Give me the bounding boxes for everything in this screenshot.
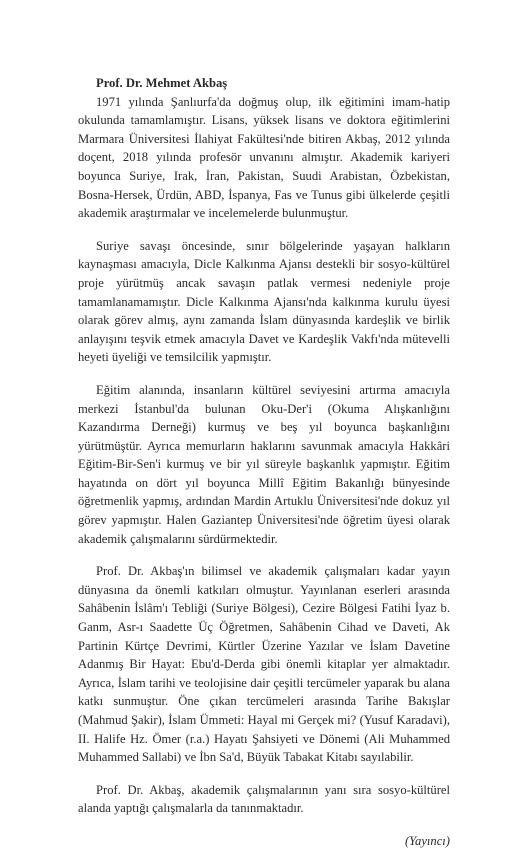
bio-paragraph-3: Eğitim alanında, insanların kültürel seviyesini artırma amacıyla merkezi İstanbul'da bulunan Oku-Der'i (Okuma Alışkanlığını Kazandırma Derneği) kurmuş ve beş yıl boyunca başkanlığını yürütmüştür. Ayrıca memurların haklarını savunmak amacıyla Hakkâri Eğitim-Bir-Sen'i kurmuş ve bir yıl süreyle başkanlık yapmıştır. Eğitim hayatında on dört yıl boyunca Millî Eğitim Bakanlığı bünyesinde öğretmenlik yapmış, ardından Mardin Artuklu Üniversitesi'nde dokuz yıl görev yapmıştır. Halen Gaziantep Üniversitesi'nde öğretim üyesi olarak akademik çalışmalarını sürdürmektedir.	[78, 382, 450, 546]
bio-paragraph-5: Prof. Dr. Akbaş, akademik çalışmalarının yanı sıra sosyo-kültürel alanda yaptığı çalışmalarla da tanınmaktadır.	[78, 782, 450, 816]
author-name: Prof. Dr. Mehmet Akbaş	[96, 76, 228, 90]
publisher-note: (Yayıncı)	[404, 833, 450, 848]
bio-paragraph-2: Suriye savaşı öncesinde, sınır bölgelerinde yaşayan halkların kaynaşması amacıyla, Dicle Kalkınma Ajansı destekli bir sosyo-kültürel proje yürütmüş ancak savaşın patlak vermesi nedeniyle proje tamamlanamamıştır. Dicle Kalkınma Ajansı'nda kalkınma kurulu üyesi olarak görev almış, aynı zamanda İslam dünyasında kardeşlik ve birlik anlayışını teşvik etmek amacıyla Davet ve Kardeşlik Vakfı'nda mütevelli heyeti üyeliği ve temsilcilik yapmıştır.	[78, 238, 450, 365]
bio-paragraph-4: Prof. Dr. Akbaş'ın bilimsel ve akademik çalışmaları kadar yayın dünyasına da önemli katkıları olmuştur. Yayınlanan eserleri arasında Sahâbenin İslâm'ı Tebliği (Suriye Bölgesi), Cezire Bölgesi Fatihi İyaz b. Ganm, Asr-ı Saadette Üç Öğretmen, Sahâbenin Cihad ve Daveti, Ak Partinin Kürtçe Devrimi, Kürtler Üzerine Yazılar ve İslam Davetine Adanmış Bir Hayat: Ebu'd-Derda gibi önemli kitaplar yer almaktadır. Ayrıca, İslam tarihi ve teolojisine dair çeşitli tercümeler yaparak bu alana katkı sunmuştur. Öne çıkan tercümeleri arasında Tarihe Bakışlar (Mahmud Şakir), İslam Ümmeti: Hayal mi Gerçek mi? (Yusuf Karadavi), II. Halife Hz. Ömer (r.a.) Hayatı Şahsiyeti ve Dönemi (Ali Muhammed Muhammed Sallabi) ve İbn Sa'd, Büyük Tabakat Kitabı sayılabilir.	[78, 564, 450, 765]
bio-paragraph-1: 1971 yılında Şanlıurfa'da doğmuş olup, ilk eğitimini imam-hatip okulunda tamamlamıştır. Lisans, yüksek lisans ve doktora eğitimlerini Marmara Üniversitesi İlahiyat Fakültesi'nde bitiren Akbaş, 2012 yılında doçent, 2018 yılında profesör unvanını almıştır. Akademik kariyeri boyunca Suriye, Irak, İran, Pakistan, Suudi Arabistan, Özbekistan, Bosna-Hersek, Ürdün, ABD, İspanya, Fas ve Tunus gibi ülkelerde çeşitli akademik araştırmalar ve incelemelerde bulunmuştur.	[78, 94, 450, 221]
author-bio	[78, 74, 450, 851]
